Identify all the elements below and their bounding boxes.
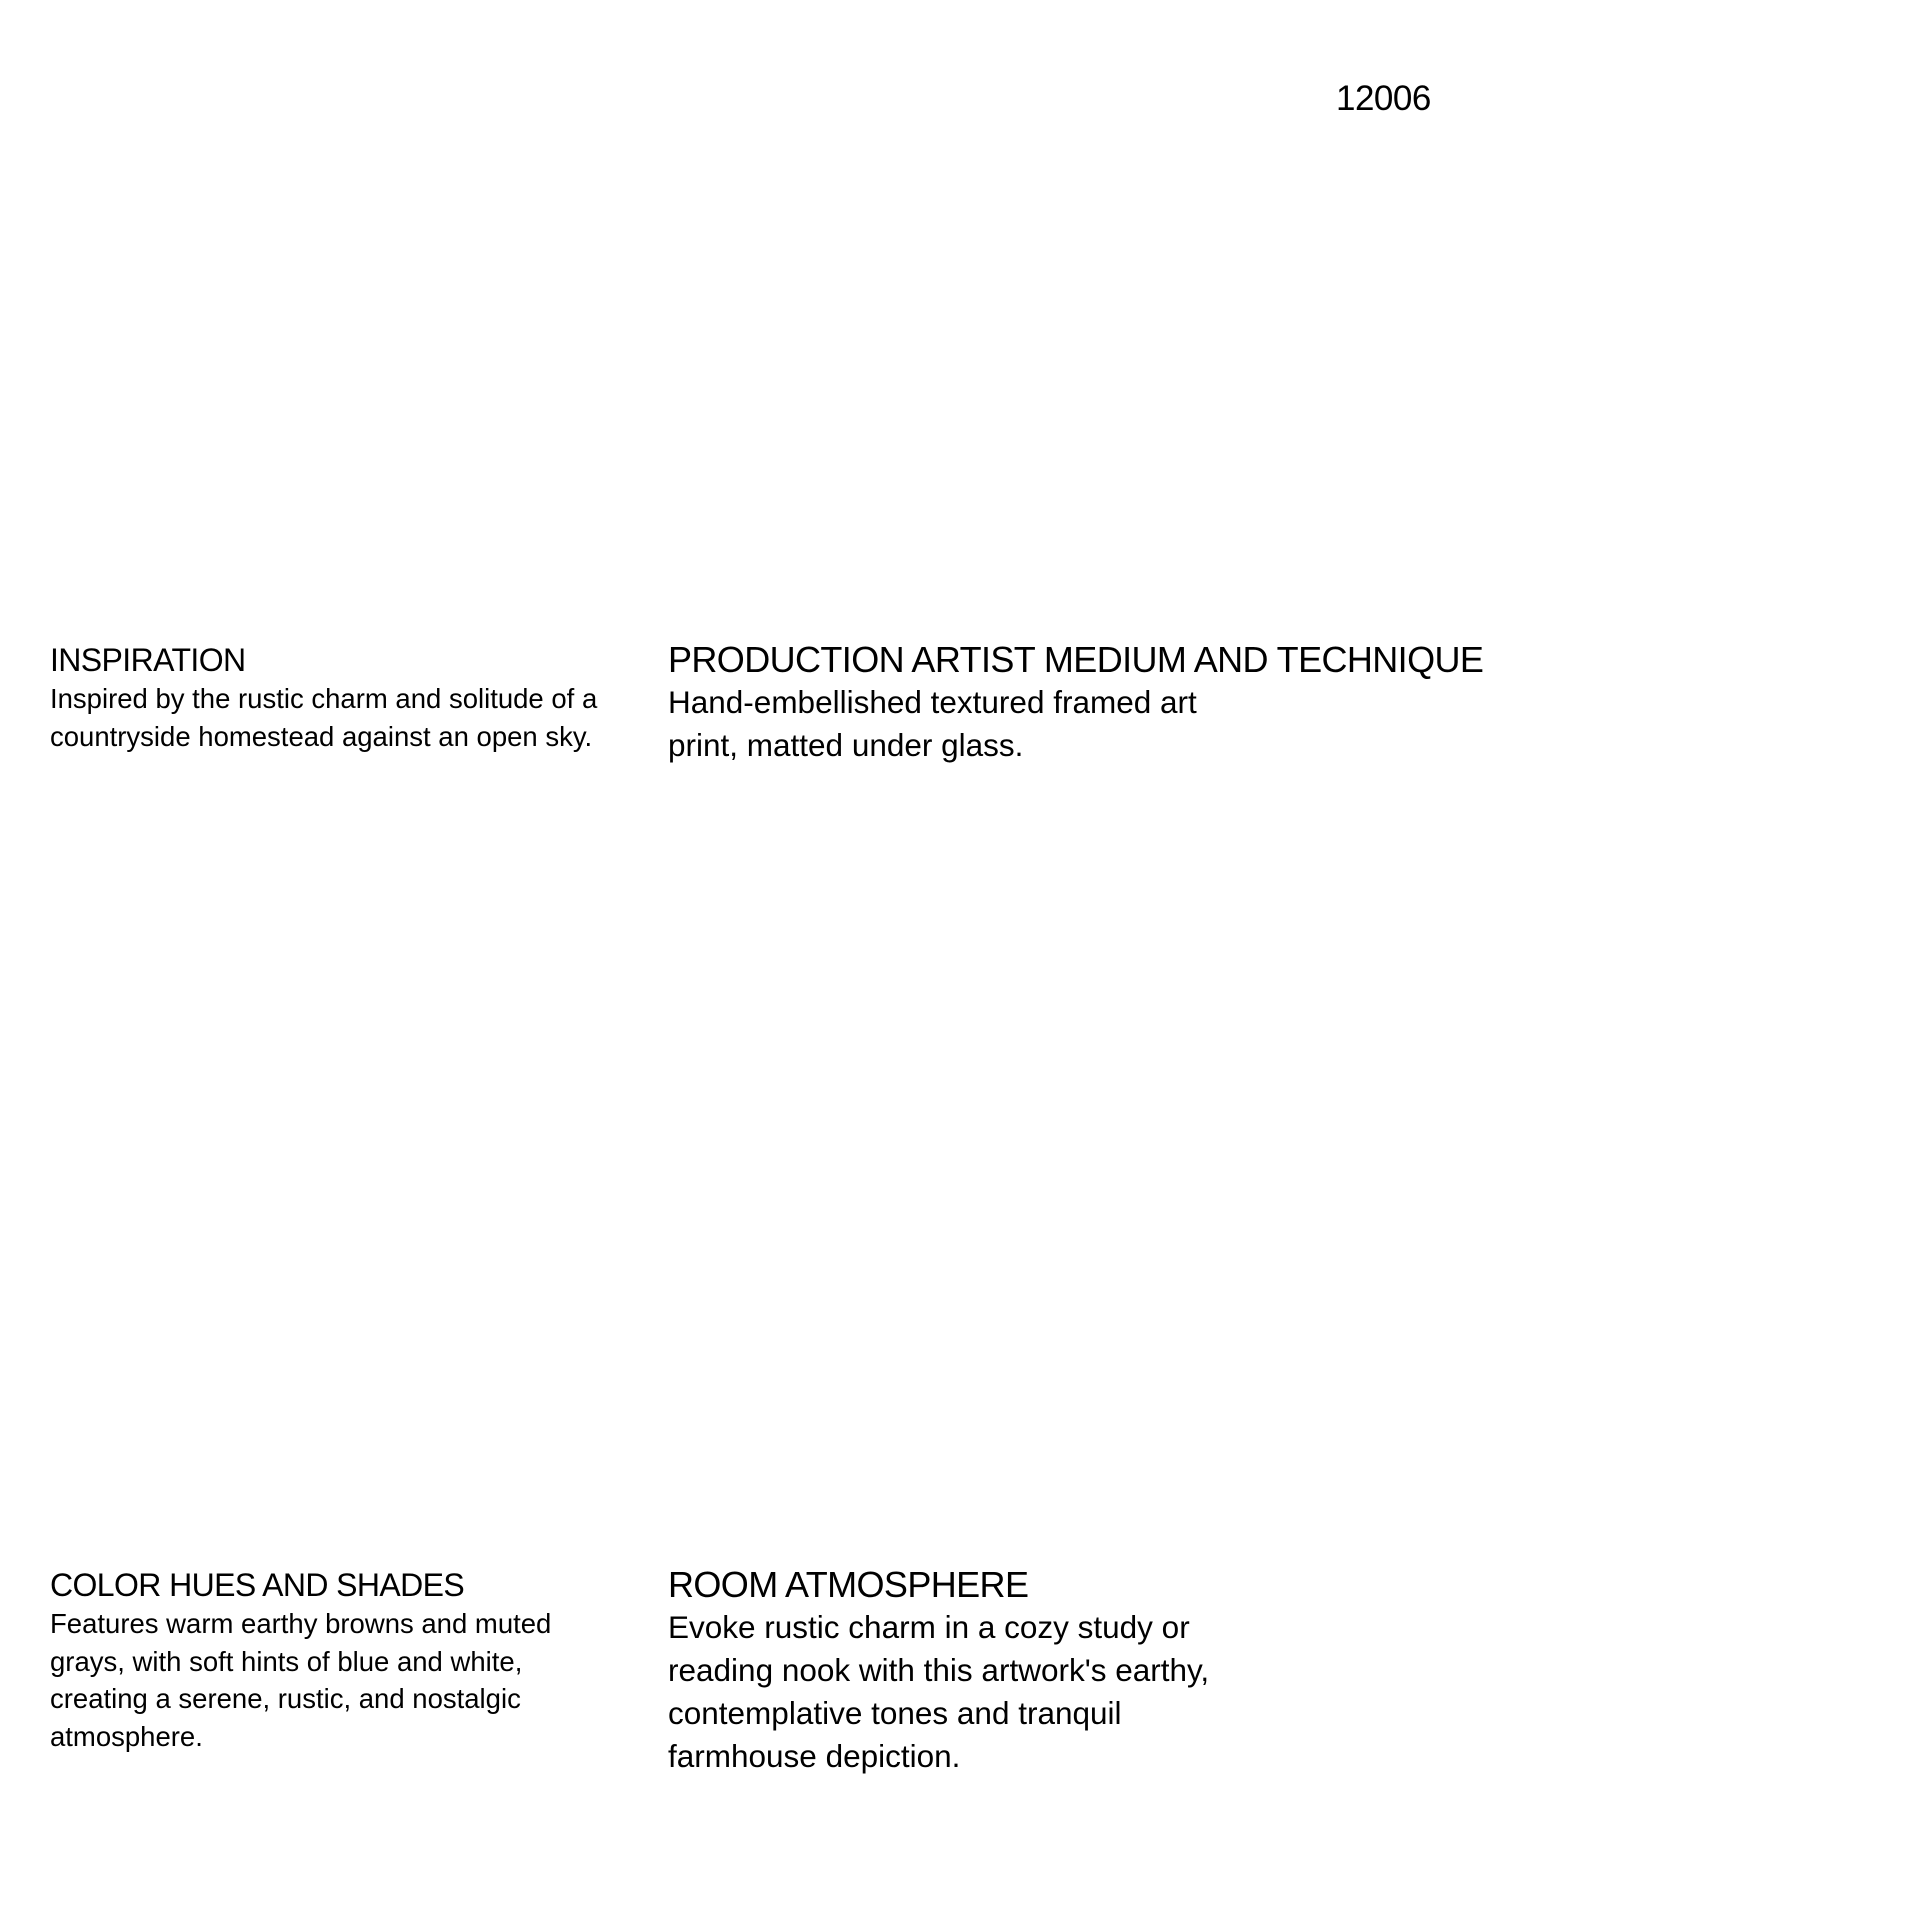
document-number: 12006 <box>1336 79 1431 118</box>
room-atmosphere-line: farmhouse depiction. <box>668 1738 961 1774</box>
inspiration-line: countryside homestead against an open sky. <box>50 720 593 752</box>
inspiration-section <box>50 640 650 755</box>
medium-technique-section <box>668 638 1768 767</box>
color-hues-line: creating a serene, rustic, and nostalgic <box>50 1683 521 1714</box>
inspiration-line: Inspired by the rustic charm and solitude of a <box>50 683 598 714</box>
inspiration-text <box>50 680 650 755</box>
color-hues-line: Features warm earthy browns and muted <box>50 1608 552 1639</box>
color-hues-line: grays, with soft hints of blue and white, <box>50 1645 523 1677</box>
medium-technique-line: Hand-embellished textured framed art <box>668 684 1197 720</box>
color-hues-section <box>50 1565 650 1755</box>
room-atmosphere-text <box>668 1606 1768 1778</box>
inspiration-heading: INSPIRATION <box>50 642 246 678</box>
color-hues-line: atmosphere. <box>50 1720 203 1752</box>
room-atmosphere-line: reading nook with this artwork's earthy, <box>668 1652 1210 1688</box>
medium-technique-text <box>668 681 1768 767</box>
room-atmosphere-section <box>668 1563 1768 1778</box>
medium-technique-line: print, matted under glass. <box>668 727 1024 763</box>
room-atmosphere-line: Evoke rustic charm in a cozy study or <box>668 1609 1190 1645</box>
room-atmosphere-heading: ROOM ATMOSPHERE <box>668 1564 1029 1605</box>
room-atmosphere-line: contemplative tones and tranquil <box>668 1695 1122 1731</box>
color-hues-text <box>50 1605 650 1755</box>
medium-technique-heading: PRODUCTION ARTIST MEDIUM AND TECHNIQUE <box>668 639 1484 680</box>
color-hues-heading: COLOR HUES AND SHADES <box>50 1567 465 1603</box>
